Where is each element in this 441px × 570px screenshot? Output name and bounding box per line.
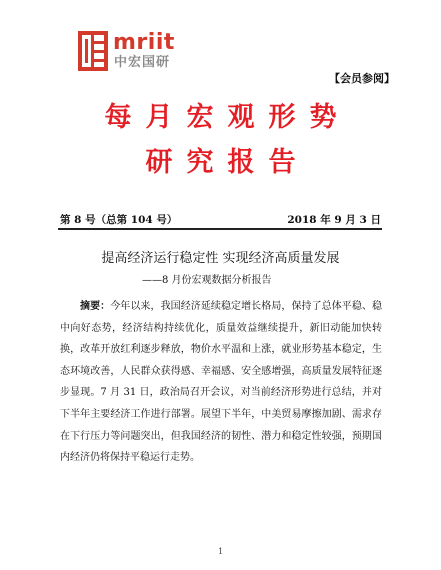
- logo: [78, 31, 198, 71]
- abstract-text: 今年以来，我国经济延续稳定增长格局，保持了总体平稳、稳中向好态势，经济结构持续优化，质量效益继续提升，新旧动能加快转换，改革开放红利逐步释放，物价水平温和上涨，就业形势基本稳定，生态环境改善，人民群众获得感、幸福感、安全感增强，高质量发展特征逐步显现。7 月 31 日，政治局召开会议，对当前经济形势进行总结，并对下半年主要经济工作进行部署。展望下半年，中美贸易摩擦加剧、需求存在下行压力等问题突出，但我国经济的韧性、潜力和稳定性较强，预期国内经济仍将保持平稳运行走势。: [60, 301, 383, 464]
- logo-mark-icon: [78, 31, 108, 71]
- article-headline: 提高经济运行稳定性 实现经济高质量发展: [101, 251, 340, 266]
- abstract-paragraph: [60, 296, 382, 469]
- page-number: 1: [217, 547, 224, 556]
- header-divider: [58, 228, 382, 230]
- report-title-line2: 研究报告: [145, 147, 310, 178]
- member-reference-tag: 【会员参阅】: [329, 72, 395, 85]
- issue-number: 第 8 号（总第 104 号）: [60, 214, 178, 226]
- issue-date: 2018 年 9 月 3 日: [287, 214, 381, 226]
- logo-chinese-text: 中宏国研: [114, 55, 171, 70]
- article-subtitle: ——8 月份宏观数据分析报告: [142, 275, 272, 286]
- report-title-line1: 每月宏观形势: [104, 102, 351, 133]
- logo-english-text: mriit: [113, 30, 175, 55]
- abstract-label: 摘要：: [80, 301, 111, 312]
